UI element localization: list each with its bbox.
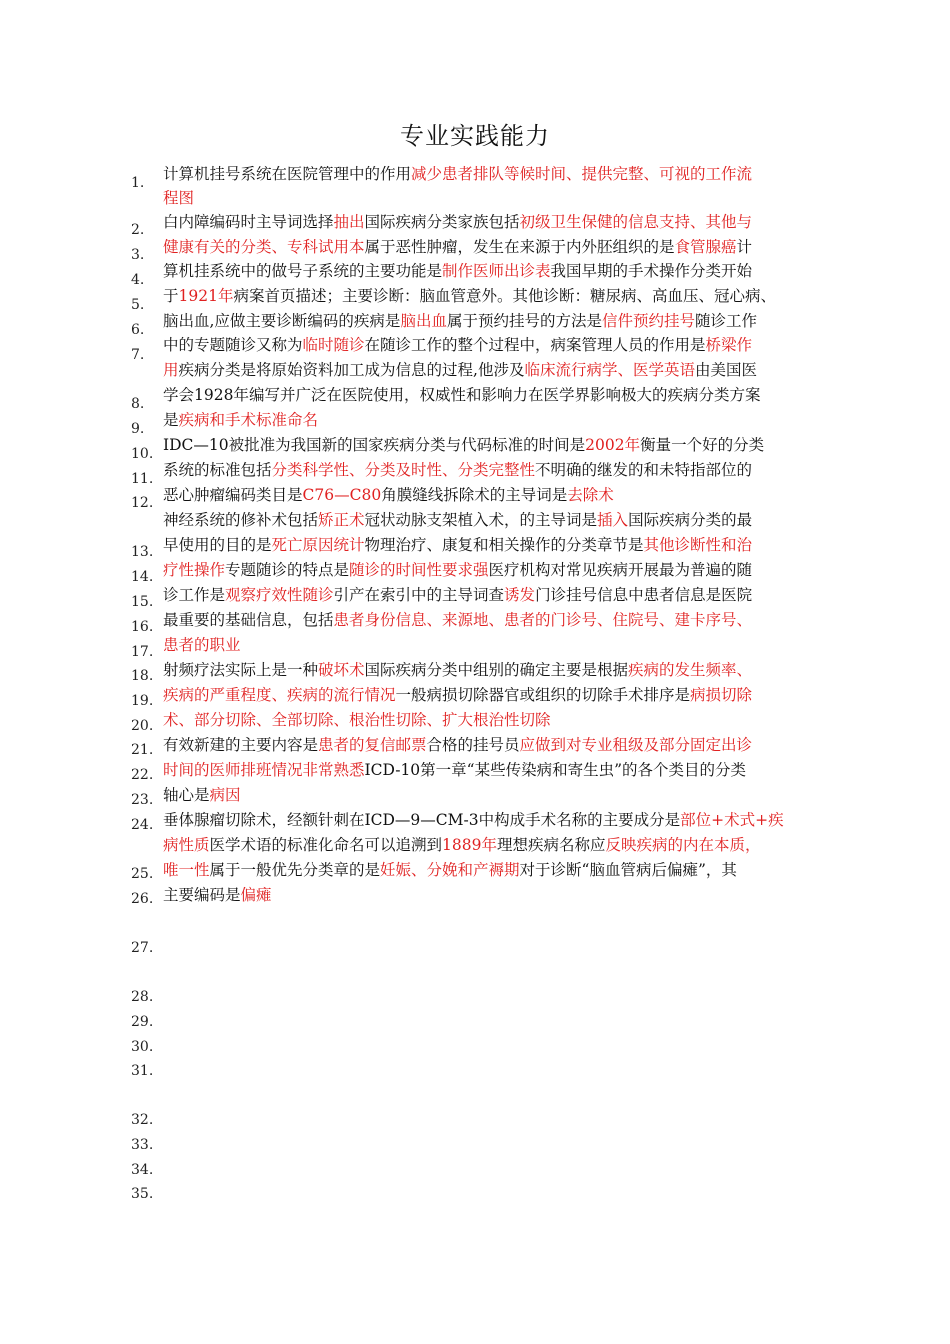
question-text: 计 bbox=[736, 238, 753, 256]
answer-text: 死亡原因统计 bbox=[271, 536, 365, 554]
line-number: 3. bbox=[131, 247, 145, 263]
text-line bbox=[163, 186, 823, 210]
question-text: 冠状动脉支架植入术，的主导词是 bbox=[364, 511, 598, 529]
question-text: 国际疾病分类家族包括 bbox=[364, 213, 520, 231]
question-text: 在随诊工作的整个过程中，病案管理人员的作用是 bbox=[364, 336, 706, 354]
question-text: 算机挂系统中的做号子系统的主要功能是 bbox=[163, 262, 443, 280]
answer-text: 1921年 bbox=[178, 287, 234, 305]
answer-text: 疾病的发生频率、 bbox=[628, 661, 753, 679]
answer-text: 疗性操作 bbox=[163, 561, 226, 579]
question-text: 是 bbox=[163, 411, 179, 429]
answer-text: 健康有关的分类、专科试用本 bbox=[163, 238, 365, 256]
question-text: ICD-10第一章“某些传染病和寄生虫”的各个类目的分类 bbox=[364, 761, 747, 779]
question-text: 合格的挂号员 bbox=[426, 736, 520, 754]
question-text: 物理治疗、康复和相关操作的分类章节是 bbox=[364, 536, 644, 554]
answer-text: 妊娠、分娩和产褥期 bbox=[380, 861, 520, 879]
line-number: 11. bbox=[131, 471, 154, 487]
question-text: 系统的标准包括 bbox=[163, 461, 272, 479]
text-line bbox=[163, 483, 823, 507]
answer-text: 唯一性 bbox=[163, 861, 210, 879]
line-number: 7. bbox=[131, 347, 145, 363]
answer-text: 其他诊断性和治 bbox=[643, 536, 753, 554]
question-text: 射频疗法实际上是一种 bbox=[163, 661, 319, 679]
answer-text: 疾病的严重程度、疾病的流行情况 bbox=[163, 686, 396, 704]
question-text: 衡量一个好的分类 bbox=[640, 436, 765, 454]
answer-text: 随诊的时间性要求强 bbox=[349, 561, 489, 579]
line-number: 29. bbox=[131, 1014, 154, 1030]
question-text: 门诊挂号信息中患者信息是医院 bbox=[535, 586, 753, 604]
text-line bbox=[163, 733, 823, 757]
line-number: 12. bbox=[131, 495, 154, 511]
text-line bbox=[163, 259, 823, 283]
line-number: 32. bbox=[131, 1112, 154, 1128]
line-number: 20. bbox=[131, 718, 154, 734]
answer-text: 分类科学性、分类及时性、分类完整性 bbox=[271, 461, 536, 479]
question-text: 白内障编码时主导词选择 bbox=[163, 213, 334, 231]
question-text: 主要编码是 bbox=[163, 886, 241, 904]
question-text: 角膜缝线拆除术的主导词是 bbox=[381, 486, 568, 504]
question-text: 由美国医 bbox=[694, 361, 757, 379]
question-text: 医疗机构对常见疾病开展最为普遍的随 bbox=[488, 561, 753, 579]
text-line bbox=[163, 235, 823, 259]
line-number: 19. bbox=[131, 693, 154, 709]
text-line bbox=[163, 210, 823, 234]
line-number: 15. bbox=[131, 594, 154, 610]
line-number: 17. bbox=[131, 644, 154, 660]
line-number: 13. bbox=[131, 544, 154, 560]
answer-text: 时间的医师排班情况非常熟悉 bbox=[163, 761, 365, 779]
answer-text: 病损切除 bbox=[690, 686, 753, 704]
answer-text: 部位+术式+疾 bbox=[680, 811, 784, 829]
question-text: 恶心肿瘤编码类目是 bbox=[163, 486, 303, 504]
line-number: 9. bbox=[131, 421, 145, 437]
answer-text: 减少患者排队等候时间、提供完整、可视的工作流 bbox=[411, 165, 753, 183]
answer-text: 初级卫生保健的信息支持、其他与 bbox=[519, 213, 753, 231]
text-line bbox=[163, 658, 823, 682]
line-number: 6. bbox=[131, 322, 145, 338]
question-text: 诊工作是 bbox=[163, 586, 226, 604]
answer-text: 病性质 bbox=[163, 836, 210, 854]
text-line bbox=[163, 758, 823, 782]
question-text: 随诊工作 bbox=[694, 312, 757, 330]
line-number: 33. bbox=[131, 1137, 154, 1153]
text-line bbox=[163, 408, 823, 432]
question-text: 于 bbox=[163, 287, 179, 305]
line-number: 16. bbox=[131, 619, 154, 635]
line-number: 4. bbox=[131, 272, 145, 288]
question-text: 一般病损切除器官或组织的切除手术排序是 bbox=[395, 686, 691, 704]
answer-text: 用 bbox=[163, 361, 179, 379]
line-number: 30. bbox=[131, 1039, 154, 1055]
question-text: 脑出血,应做主要诊断编码的疾病是 bbox=[163, 312, 401, 330]
answer-text: 应做到对专业租级及部分固定出诊 bbox=[519, 736, 753, 754]
text-line bbox=[163, 808, 823, 832]
question-text: 轴心是 bbox=[163, 786, 210, 804]
text-line bbox=[163, 683, 823, 707]
line-number: 10. bbox=[131, 446, 154, 462]
line-number: 21. bbox=[131, 742, 154, 758]
line-number: 14. bbox=[131, 569, 154, 585]
question-text: 最重要的基础信息，包括 bbox=[163, 611, 334, 629]
text-line bbox=[163, 608, 823, 632]
question-text: 属于恶性肿瘤，发生在来源于内外胚组织的是 bbox=[364, 238, 675, 256]
line-number: 31. bbox=[131, 1063, 154, 1079]
answer-text: 临时随诊 bbox=[302, 336, 365, 354]
question-text: 国际疾病分类中组别的确定主要是根据 bbox=[364, 661, 629, 679]
line-number: 34. bbox=[131, 1162, 154, 1178]
question-text: IDC—10被批准为我国新的国家疾病分类与代码标准的时间是 bbox=[163, 436, 586, 454]
text-line bbox=[163, 558, 823, 582]
line-number: 35. bbox=[131, 1186, 154, 1202]
text-line bbox=[163, 383, 823, 407]
line-number: 23. bbox=[131, 792, 154, 808]
text-line bbox=[163, 883, 823, 907]
answer-text: 临床流行病学、医学英语 bbox=[524, 361, 695, 379]
question-text: 属于预约挂号的方法是 bbox=[446, 312, 602, 330]
answer-text: 患者的复信邮票 bbox=[318, 736, 427, 754]
text-line bbox=[163, 508, 823, 532]
answer-text: 插入 bbox=[597, 511, 629, 529]
text-line bbox=[163, 458, 823, 482]
answer-text: 矫正术 bbox=[318, 511, 365, 529]
question-text: 对于诊断“脑血管病后偏瘫”，其 bbox=[519, 861, 737, 879]
question-text: 垂体腺瘤切除术，经额针刺在ICD—9—CM-3中构成手术名称的主要成分是 bbox=[163, 811, 681, 829]
answer-text: 信件预约挂号 bbox=[601, 312, 695, 330]
answer-text: 脑出血 bbox=[400, 312, 447, 330]
answer-text: 术、部分切除、全部切除、根治性切除、扩大根治性切除 bbox=[163, 711, 551, 729]
question-text: 我国早期的手术操作分类开始 bbox=[550, 262, 753, 280]
text-line bbox=[163, 708, 823, 732]
text-line bbox=[163, 583, 823, 607]
answer-text: 桥梁作 bbox=[705, 336, 753, 354]
answer-text: C76—C80 bbox=[302, 486, 382, 504]
answer-text: 反映疾病的内在本质， bbox=[605, 836, 761, 854]
text-line bbox=[163, 633, 823, 657]
line-number: 27. bbox=[131, 940, 154, 956]
answer-text: 去除术 bbox=[567, 486, 614, 504]
question-text: 不明确的继发的和未特指部位的 bbox=[535, 461, 753, 479]
text-line bbox=[163, 433, 823, 457]
line-number: 18. bbox=[131, 668, 154, 684]
line-number: 25. bbox=[131, 866, 154, 882]
answer-text: 抽出 bbox=[333, 213, 365, 231]
text-line bbox=[163, 284, 823, 308]
text-line bbox=[163, 333, 823, 357]
question-text: 神经系统的修补术包括 bbox=[163, 511, 319, 529]
answer-text: 偏瘫 bbox=[240, 886, 272, 904]
question-text: 中的专题随诊又称为 bbox=[163, 336, 303, 354]
question-text: 国际疾病分类的最 bbox=[628, 511, 753, 529]
answer-text: 破坏术 bbox=[318, 661, 365, 679]
question-text: 专题随诊的特点是 bbox=[225, 561, 350, 579]
question-text: 学会1928年编写并广泛在医院使用，权威性和影响力在医学界影响极大的疾病分类方案 bbox=[163, 386, 761, 404]
question-text: 理想疾病名称应 bbox=[496, 836, 606, 854]
line-number: 26. bbox=[131, 891, 154, 907]
answer-text: 患者的职业 bbox=[163, 636, 241, 654]
question-text: 病案首页描述；主要诊断：脑血管意外。其他诊断：糖尿病、高血压、冠心病、 bbox=[233, 287, 776, 305]
answer-text: 食管腺癌 bbox=[674, 238, 737, 256]
line-number: 5. bbox=[131, 297, 145, 313]
text-line bbox=[163, 358, 823, 382]
line-number: 1. bbox=[131, 175, 145, 191]
question-text: 计算机挂号系统在医院管理中的作用 bbox=[163, 165, 412, 183]
answer-text: 诱发 bbox=[504, 586, 536, 604]
answer-text: 病因 bbox=[209, 786, 241, 804]
answer-text: 1889年 bbox=[442, 836, 497, 854]
line-number: 8. bbox=[131, 396, 145, 412]
answer-text: 观察疗效性随诊 bbox=[225, 586, 334, 604]
text-line bbox=[163, 833, 823, 857]
line-number: 28. bbox=[131, 989, 154, 1005]
question-text: 医学术语的标准化命名可以追溯到 bbox=[209, 836, 443, 854]
text-line bbox=[163, 533, 823, 557]
text-line bbox=[163, 783, 823, 807]
line-number: 2. bbox=[131, 222, 145, 238]
question-text: 疾病分类是将原始资料加工成为信息的过程,他涉及 bbox=[178, 361, 525, 379]
question-text: 属于一般优先分类章的是 bbox=[209, 861, 381, 879]
question-text: 引产在索引中的主导词查 bbox=[333, 586, 505, 604]
answer-text: 制作医师出诊表 bbox=[442, 262, 551, 280]
text-line bbox=[163, 309, 823, 333]
question-text: 有效新建的主要内容是 bbox=[163, 736, 319, 754]
answer-text: 患者身份信息、来源地、患者的门诊号、住院号、建卡序号、 bbox=[333, 611, 753, 629]
answer-text: 疾病和手术标准命名 bbox=[178, 411, 319, 429]
text-line bbox=[163, 162, 823, 186]
answer-text: 程图 bbox=[163, 189, 195, 207]
line-number: 22. bbox=[131, 767, 154, 783]
line-number: 24. bbox=[131, 817, 154, 833]
question-text: 早使用的目的是 bbox=[163, 536, 272, 554]
answer-text: 2002年 bbox=[585, 436, 641, 454]
text-line bbox=[163, 858, 823, 882]
page-title: 专业实践能力 bbox=[400, 122, 550, 150]
